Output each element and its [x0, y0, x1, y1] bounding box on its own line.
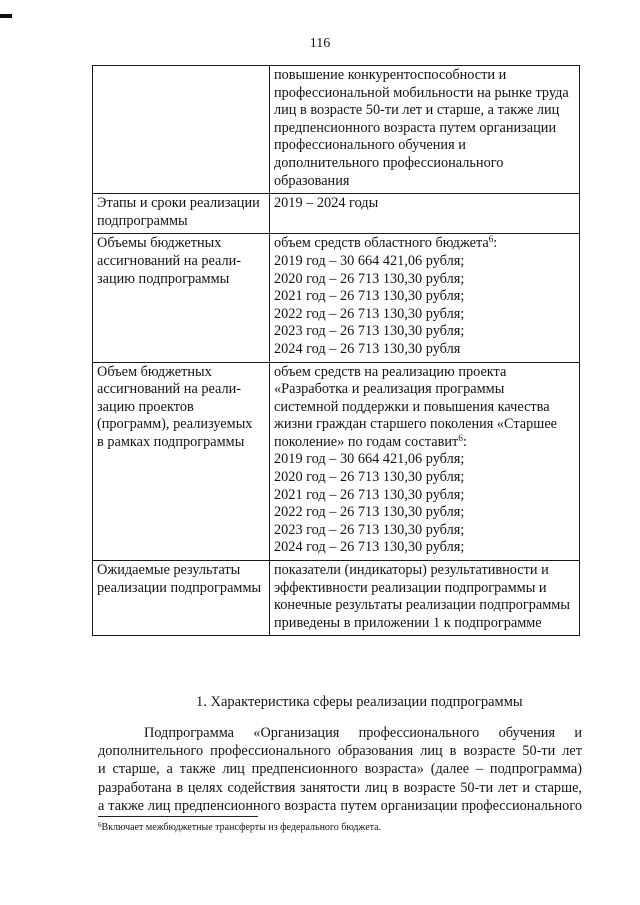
- footnote-mark: 6: [98, 821, 102, 829]
- text-line: эффективности реализации подпрограммы и: [274, 579, 547, 596]
- table-cell-project-budget-value: [270, 362, 580, 561]
- text-line: подпрограммы: [97, 212, 188, 229]
- text-line: предпенсионного возраста путем организации: [274, 119, 557, 136]
- text-line: образования: [274, 172, 350, 189]
- table-cell-budget-value: [270, 234, 580, 362]
- text-line: жизни граждан старшего поколения «Старшее: [274, 416, 558, 433]
- text-line: Объемы бюджетных: [97, 235, 222, 252]
- text-segment: поколение» по годам составит: [274, 433, 459, 450]
- table-cell-stages-label: [93, 194, 270, 234]
- subprogram-passport-table: [92, 65, 580, 636]
- text-line: 2022 год – 26 713 130,30 рубля;: [274, 305, 465, 322]
- text-line: 2021 год – 26 713 130,30 рубля;: [274, 486, 465, 503]
- text-line: (программ), реализуемых: [97, 416, 253, 433]
- footnote-divider: [98, 816, 258, 817]
- table-cell-expected-results-label: [93, 561, 270, 636]
- body-line: а также лиц предпенсионного возраста путем организации профессионального: [98, 797, 582, 814]
- table-row-budget: [93, 234, 580, 362]
- text-line: ассигнований на реали-: [97, 381, 242, 398]
- table-cell-goal-label: [93, 66, 270, 194]
- table-cell-goal-text: [270, 66, 580, 194]
- body-line: дополнительного профессионального образования лиц в возрасте 50-ти лет: [98, 743, 582, 760]
- text-line: зацию подпрограммы: [97, 270, 230, 287]
- text-line: объем средств на реализацию проекта: [274, 363, 507, 380]
- text-segment: объем средств областного бюджета: [274, 235, 489, 252]
- footnote-text: Включает межбюджетные трансферты из федерального бюджета.: [101, 822, 382, 833]
- section-heading: 1. Характеристика сферы реализации подпрограммы: [196, 694, 523, 710]
- text-line: повышение конкурентоспособности и: [274, 67, 507, 83]
- text-segment: :: [462, 433, 467, 450]
- text-line: 2019 – 2024 годы: [274, 195, 379, 212]
- footnote: [98, 822, 381, 833]
- text-line: 2022 год – 26 713 130,30 рубля;: [274, 504, 465, 521]
- table-row-expected-results: [93, 561, 580, 636]
- page-edge-mark: [0, 14, 12, 18]
- table-row-project-budget: [93, 362, 580, 561]
- body-line: разработана в целях содействия занятости лиц в возрасте 50-ти лет и старше,: [98, 779, 582, 796]
- footnote-ref: 6: [458, 432, 463, 443]
- text-line: Этапы и сроки реализации: [97, 195, 260, 212]
- table-cell-stages-value: [270, 194, 580, 234]
- body-line: и старше, а также лиц предпенсионного возраста» (далее – подпрограмма): [98, 761, 582, 778]
- body-line: Подпрограмма «Организация профессионального обучения и: [144, 725, 582, 741]
- text-line: реализации подпрограммы: [97, 579, 262, 596]
- text-line: зацию проектов: [97, 398, 194, 415]
- text-line: конечные результаты реализации подпрограммы: [274, 597, 570, 614]
- table-row-stages: [93, 194, 580, 234]
- text-line: 2024 год – 26 713 130,30 рубля: [274, 340, 461, 357]
- text-line: 2023 год – 26 713 130,30 рубля;: [274, 323, 465, 340]
- text-line: 2020 год – 26 713 130,30 рубля;: [274, 270, 465, 287]
- table-cell-project-budget-label: [93, 362, 270, 561]
- table-cell-expected-results-value: [270, 561, 580, 636]
- text-line: профессионального обучения и: [274, 137, 466, 154]
- text-line: «Разработка и реализация программы: [274, 381, 505, 398]
- text-line: Ожидаемые результаты: [97, 562, 241, 579]
- text-line: в рамках подпрограммы: [97, 433, 245, 450]
- text-line: [274, 434, 576, 452]
- text-line: 2021 год – 26 713 130,30 рубля;: [274, 288, 465, 305]
- table-cell-budget-label: [93, 234, 270, 362]
- footnote-ref: 6: [488, 234, 494, 245]
- text-line: 2023 год – 26 713 130,30 рубля;: [274, 521, 465, 538]
- text-line: показатели (индикаторы) результативности и: [274, 562, 549, 579]
- text-line: ассигнований на реали-: [97, 252, 242, 269]
- text-line: [274, 235, 576, 253]
- text-line: 2019 год – 30 664 421,06 рубля;: [274, 451, 465, 468]
- text-line: приведены в приложении 1 к подпрограмме: [274, 614, 542, 631]
- text-line: 2024 год – 26 713 130,30 рубля;: [274, 539, 465, 556]
- table-row-goal: [93, 66, 580, 194]
- body-paragraph: [98, 724, 582, 815]
- text-line: лиц в возрасте 50-ти лет и старше, а также лиц: [274, 102, 560, 119]
- text-line: системной поддержки и повышения качества: [274, 398, 550, 415]
- text-line: Объем бюджетных: [97, 363, 212, 380]
- text-line: профессиональной мобильности на рынке труда: [274, 84, 569, 101]
- text-line: 2020 год – 26 713 130,30 рубля;: [274, 469, 465, 486]
- text-line: 2019 год – 30 664 421,06 рубля;: [274, 252, 465, 269]
- page-number: 116: [309, 36, 331, 51]
- text-segment: :: [493, 235, 498, 252]
- text-line: дополнительного профессионального: [274, 154, 504, 171]
